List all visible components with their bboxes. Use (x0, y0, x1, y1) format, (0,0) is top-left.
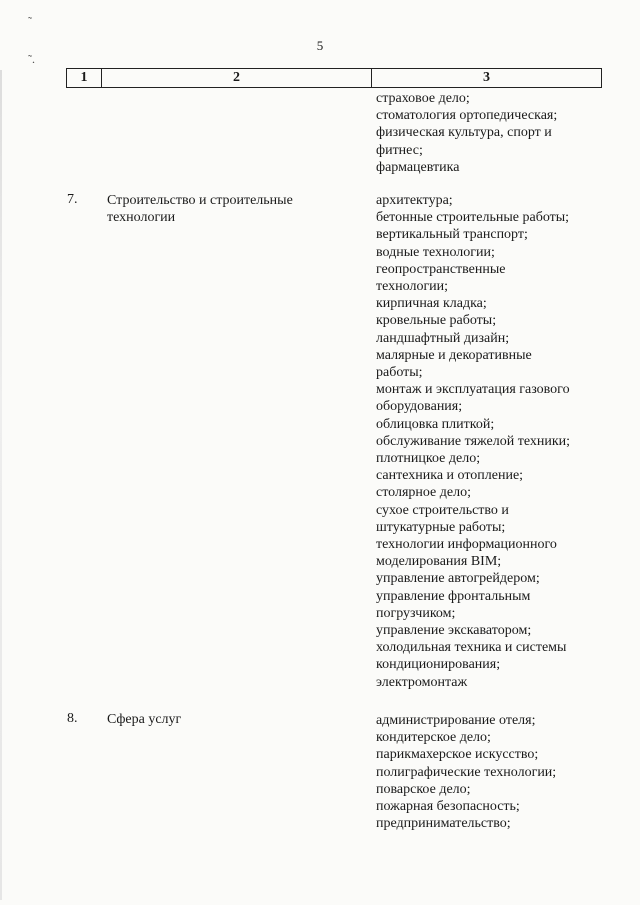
list-item: электромонтаж (376, 674, 468, 690)
list-item: архитектура; (376, 193, 453, 208)
list-item: малярные и декоративные (376, 347, 532, 363)
list-item: сухое строительство и (376, 502, 509, 518)
column-header-2: 2 (102, 69, 372, 87)
scan-edge-shadow (0, 70, 2, 900)
list-item: предпринимательство; (376, 816, 511, 832)
list-item: погрузчиком; (376, 605, 456, 621)
list-item: вертикальный транспорт; (376, 227, 528, 243)
list-item: управление автогрейдером; (376, 571, 540, 587)
list-item: физическая культура, спорт и (376, 125, 552, 141)
column-header-1: 1 (67, 69, 102, 87)
column-header-3: 3 (483, 70, 490, 85)
scan-mark: ˜. (28, 52, 35, 66)
list-item: столярное дело; (376, 485, 471, 501)
scan-mark: ˜ (28, 14, 32, 28)
list-item: фармацевтика (376, 159, 460, 175)
list-item: геопространственные (376, 261, 506, 277)
list-item: фитнес; (376, 142, 423, 158)
row-items (376, 192, 606, 691)
list-item: кондитерское дело; (376, 730, 491, 746)
list-item: облицовка плиткой; (376, 416, 495, 432)
list-item: холодильная техника и системы (376, 640, 567, 656)
row-category: Сфера услуг (107, 712, 182, 727)
row-number: 8. (67, 711, 78, 726)
list-item: технологии информационного (376, 537, 557, 553)
list-item: полиграфические технологии; (376, 764, 557, 780)
list-item: обслуживание тяжелой техники; (376, 433, 571, 449)
list-item: штукатурные работы; (376, 519, 506, 535)
page-number: 5 (316, 38, 324, 53)
list-item: управление экскаватором; (376, 623, 532, 639)
row-items (376, 712, 606, 832)
table-header-row (66, 68, 602, 88)
list-item: оборудования; (376, 399, 463, 415)
row-category: Строительство и строительные технологии (107, 193, 293, 225)
list-item: парикмахерское искусство; (376, 747, 539, 763)
list-item: плотницкое дело; (376, 451, 481, 467)
list-item: кровельные работы; (376, 313, 497, 329)
list-item: бетонные строительные работы; (376, 210, 570, 226)
list-item: технологии; (376, 279, 449, 295)
list-item: пожарная безопасность; (376, 799, 520, 815)
list-item: кондиционирования; (376, 657, 501, 673)
row-number: 7. (67, 192, 78, 207)
list-item: поварское дело; (376, 781, 471, 797)
list-item: водные технологии; (376, 244, 495, 260)
list-item: сантехника и отопление; (376, 468, 524, 484)
list-item: страховое дело; (376, 91, 470, 106)
list-item: кирпичная кладка; (376, 296, 487, 312)
list-item: моделирования BIM; (376, 554, 502, 570)
continuation-items (376, 90, 606, 176)
list-item: стоматология ортопедическая; (376, 108, 558, 124)
list-item: администрирование отеля; (376, 713, 536, 728)
list-item: работы; (376, 365, 423, 381)
list-item: управление фронтальным (376, 588, 531, 604)
list-item: ландшафтный дизайн; (376, 330, 510, 346)
list-item: монтаж и эксплуатация газового (376, 382, 570, 398)
